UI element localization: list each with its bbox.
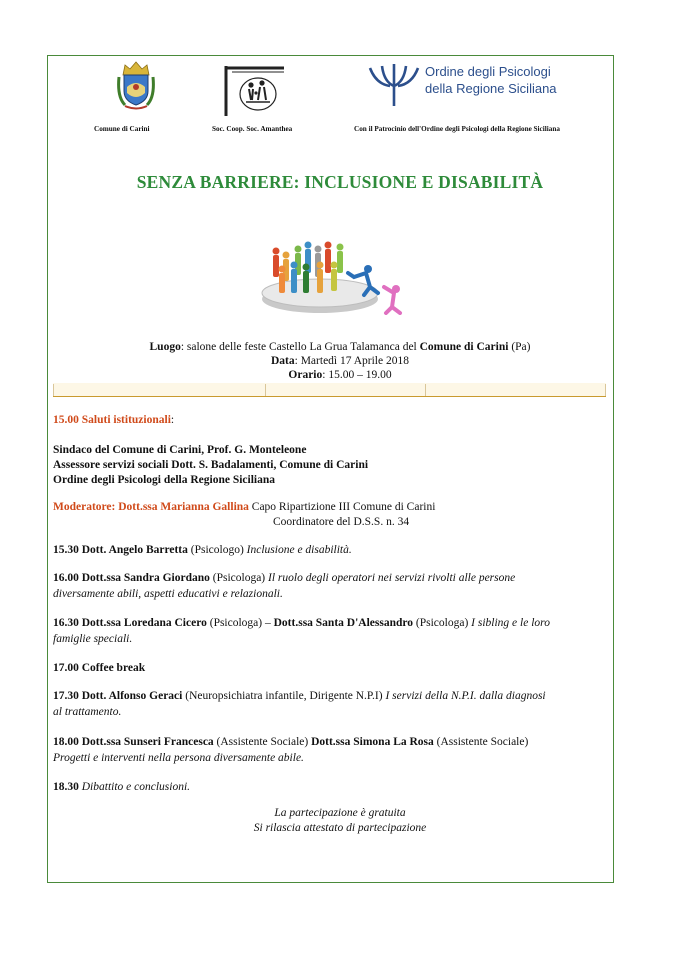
closing-time: 18.30 xyxy=(53,781,82,793)
closing xyxy=(53,779,609,795)
psi-logo-line1: Ordine degli Psicologi xyxy=(425,64,551,79)
talk-5-role-2: (Assistente Sociale) xyxy=(433,736,529,748)
talk-2-title-1: Il ruolo degli operatori nei servizi rivolti alle persone xyxy=(268,572,516,584)
talk-3 xyxy=(53,615,609,631)
family-emblem-icon xyxy=(224,66,286,116)
caption-amanthea: Soc. Coop. Soc. Amanthea xyxy=(212,125,293,133)
talk-3-role-2: (Psicologa) xyxy=(413,617,472,629)
saluti-person-1: Sindaco del Comune di Carini, Prof. G. Monteleone xyxy=(53,444,307,456)
divider-band xyxy=(53,383,606,397)
coat-of-arms-icon xyxy=(113,57,159,113)
saluti-colon: : xyxy=(170,414,175,426)
talk-1-speaker: 15.30 Dott. Angelo Barretta xyxy=(53,544,188,556)
time-label: Orario xyxy=(288,369,323,381)
date-label: Data xyxy=(271,355,295,367)
talk-2-speaker: 16.00 Dott.ssa Sandra Giordano xyxy=(53,572,210,584)
talk-2 xyxy=(53,570,609,586)
moderatore-role-2: Coordinatore del D.S.S. n. 34 xyxy=(273,516,410,528)
page-title: SENZA BARRIERE: INCLUSIONE E DISABILITÀ xyxy=(136,172,544,192)
talk-5-title: Progetti e interventi nella persona diversamente abile. xyxy=(53,752,304,764)
moderatore-role-1: Capo Ripartizione III Comune di Carini xyxy=(248,501,436,513)
date-value: : Martedì 17 Aprile 2018 xyxy=(294,355,409,367)
time-value: : 15.00 – 19.00 xyxy=(322,369,392,381)
talk-1-role: (Psicologo) xyxy=(187,544,247,556)
psi-logo-icon xyxy=(368,60,420,108)
talk-2-role: (Psicologa) xyxy=(209,572,269,584)
talk-1 xyxy=(53,542,609,558)
time-line xyxy=(0,369,680,381)
saluti-person-2: Assessore servizi sociali Dott. S. Badalamenti, Comune di Carini xyxy=(53,459,369,471)
talk-5-speaker-2: Dott.ssa Simona La Rosa xyxy=(311,736,434,748)
people-platform-illustration xyxy=(258,235,408,315)
talk-5-role: (Assistente Sociale) xyxy=(213,736,312,748)
moderatore-line xyxy=(53,499,609,515)
talk-5 xyxy=(53,734,609,750)
talk-3-title-2: famiglie speciali. xyxy=(53,633,133,645)
saluti-heading xyxy=(53,412,609,428)
talk-4-title-1: I servizi della N.P.I. dalla diagnosi xyxy=(385,690,546,702)
venue-comune: Comune di Carini xyxy=(419,341,509,353)
coffee-break: 17.00 Coffee break xyxy=(53,662,146,674)
venue-label: Luogo xyxy=(149,341,181,353)
venue-text: : salone delle feste Castello La Grua Talamanca del xyxy=(180,341,420,353)
talk-4-role: (Neuropsichiatra infantile, Dirigente N.P.I) xyxy=(182,690,386,702)
moderatore-label: Moderatore: Dott.ssa Marianna Gallina xyxy=(53,501,249,513)
psi-logo-line2: della Regione Siciliana xyxy=(425,81,557,96)
talk-3-speaker: 16.30 Dott.ssa Loredana Cicero xyxy=(53,617,207,629)
talk-3-title-1: I sibling e le loro xyxy=(471,617,550,629)
venue-suffix: (Pa) xyxy=(508,341,531,353)
footer-line-2: Si rilascia attestato di partecipazione xyxy=(253,822,427,834)
talk-4-speaker: 17.30 Dott. Alfonso Geraci xyxy=(53,690,183,702)
talk-5-speaker: 18.00 Dott.ssa Sunseri Francesca xyxy=(53,736,214,748)
closing-text: Dibattito e conclusioni. xyxy=(81,781,191,793)
talk-1-title: Inclusione e disabilità. xyxy=(246,544,352,556)
caption-patrocinio: Con il Patrocinio dell'Ordine degli Psicologi della Regione Siciliana xyxy=(354,125,560,133)
talk-3-role: (Psicologa) – xyxy=(206,617,274,629)
caption-comune: Comune di Carini xyxy=(94,125,150,133)
footer-line-1: La partecipazione è gratuita xyxy=(274,807,406,819)
talk-2-title-2: diversamente abili, aspetti educativi e relazionali. xyxy=(53,588,283,600)
saluti-time: 15.00 Saluti istituzionali xyxy=(53,414,171,426)
saluti-person-3: Ordine degli Psicologi della Regione Siciliana xyxy=(53,474,276,486)
talk-4 xyxy=(53,688,609,704)
talk-3-speaker-2: Dott.ssa Santa D'Alessandro xyxy=(273,617,414,629)
venue-line xyxy=(0,341,680,353)
date-line xyxy=(0,355,680,367)
talk-4-title-2: al trattamento. xyxy=(53,706,122,718)
